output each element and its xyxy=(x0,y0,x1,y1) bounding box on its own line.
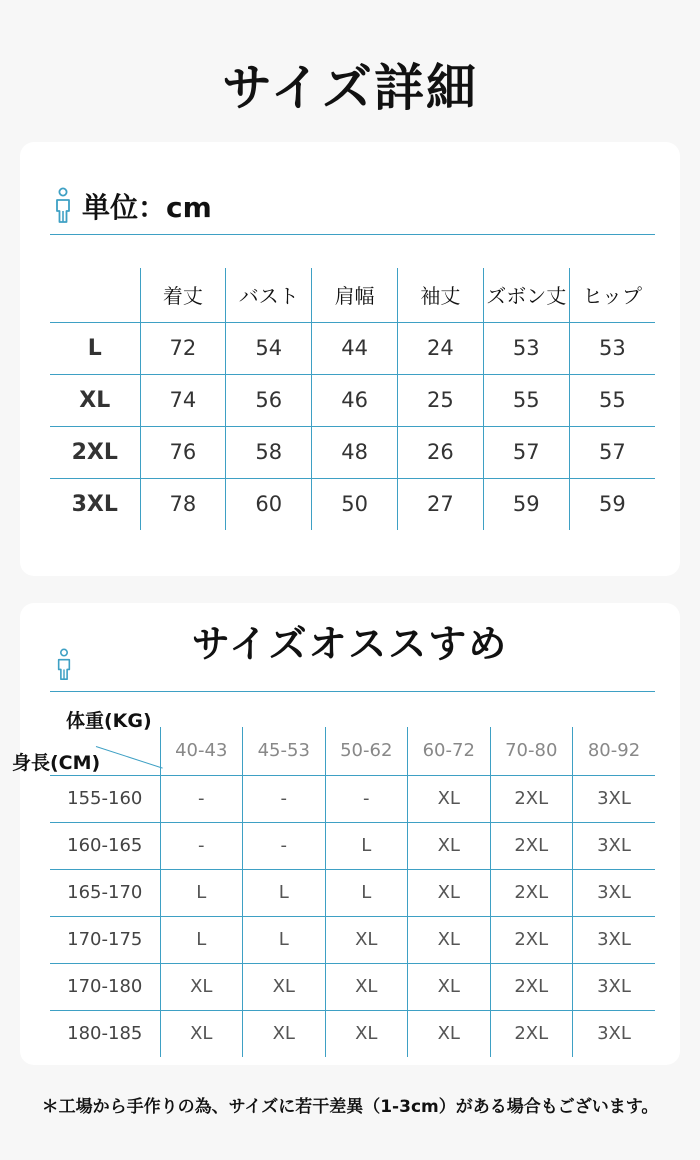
value-cell: - xyxy=(243,775,326,822)
value-cell: 2XL xyxy=(490,963,573,1010)
value-cell: L xyxy=(325,822,408,869)
value-cell: 54 xyxy=(226,322,312,374)
weight-header-row xyxy=(50,727,655,775)
row-label-cell: 165-170 xyxy=(50,869,160,916)
value-cell: 58 xyxy=(226,426,312,478)
size-header-row xyxy=(50,268,655,322)
row-label-cell: 2XL xyxy=(50,426,140,478)
value-cell: - xyxy=(243,822,326,869)
value-cell: 57 xyxy=(569,426,655,478)
person-icon xyxy=(54,187,72,225)
recommend-title: サイズオススすめ xyxy=(191,622,509,666)
page-title: サイズ詳細 xyxy=(222,59,478,117)
unit-label: 単位：cm xyxy=(82,191,212,224)
value-cell: 3XL xyxy=(573,775,656,822)
header-cell: バスト xyxy=(226,268,312,322)
value-cell: 59 xyxy=(483,478,569,530)
size-row xyxy=(50,374,655,426)
row-label-cell: XL xyxy=(50,374,140,426)
value-cell: 72 xyxy=(140,322,226,374)
row-label-cell: L xyxy=(50,322,140,374)
recommend-row xyxy=(50,916,655,963)
value-cell: 2XL xyxy=(490,869,573,916)
weight-cell: 50-62 xyxy=(325,727,408,775)
value-cell: 53 xyxy=(483,322,569,374)
value-cell: XL xyxy=(408,869,491,916)
row-label-cell: 155-160 xyxy=(50,775,160,822)
value-cell: XL xyxy=(408,916,491,963)
value-cell: 2XL xyxy=(490,822,573,869)
value-cell: XL xyxy=(408,1010,491,1057)
value-cell: 74 xyxy=(140,374,226,426)
value-cell: 46 xyxy=(312,374,398,426)
value-cell: L xyxy=(160,916,243,963)
value-cell: 44 xyxy=(312,322,398,374)
row-label-cell: 170-180 xyxy=(50,963,160,1010)
divider xyxy=(50,691,655,692)
row-label-cell: 170-175 xyxy=(50,916,160,963)
header-cell xyxy=(50,268,140,322)
weight-axis-label: 体重(KG) xyxy=(66,710,152,732)
row-label-cell: 180-185 xyxy=(50,1010,160,1057)
value-cell: XL xyxy=(408,963,491,1010)
unit-row xyxy=(54,186,212,226)
value-cell: 3XL xyxy=(573,916,656,963)
value-cell: XL xyxy=(325,963,408,1010)
row-label-cell: 3XL xyxy=(50,478,140,530)
value-cell: 27 xyxy=(397,478,483,530)
value-cell: 3XL xyxy=(573,963,656,1010)
value-cell: 24 xyxy=(397,322,483,374)
value-cell: 55 xyxy=(483,374,569,426)
weight-cell: 40-43 xyxy=(160,727,243,775)
size-row xyxy=(50,322,655,374)
value-cell: - xyxy=(160,775,243,822)
value-cell: 60 xyxy=(226,478,312,530)
value-cell: 2XL xyxy=(490,916,573,963)
header-cell: 袖丈 xyxy=(397,268,483,322)
value-cell: L xyxy=(243,869,326,916)
size-detail-card xyxy=(20,142,680,576)
header-cell: 着丈 xyxy=(140,268,226,322)
recommend-row xyxy=(50,963,655,1010)
value-cell: XL xyxy=(325,1010,408,1057)
value-cell: 3XL xyxy=(573,869,656,916)
value-cell: 2XL xyxy=(490,775,573,822)
value-cell: XL xyxy=(408,822,491,869)
divider xyxy=(50,234,655,235)
footnote: ＊工場から手作りの為、サイズに若干差異（1-3cm）がある場合もございます。 xyxy=(41,1097,659,1117)
recommend-row xyxy=(50,822,655,869)
height-axis-label: 身長(CM) xyxy=(12,752,101,774)
recommend-table xyxy=(50,727,655,1057)
value-cell: - xyxy=(160,822,243,869)
value-cell: 3XL xyxy=(573,822,656,869)
value-cell: 3XL xyxy=(573,1010,656,1057)
value-cell: XL xyxy=(243,1010,326,1057)
value-cell: XL xyxy=(160,963,243,1010)
header-cell: 肩幅 xyxy=(312,268,398,322)
recommend-row xyxy=(50,1010,655,1057)
row-label-cell: 160-165 xyxy=(50,822,160,869)
value-cell: L xyxy=(325,869,408,916)
recommend-row xyxy=(50,869,655,916)
value-cell: 59 xyxy=(569,478,655,530)
value-cell: 48 xyxy=(312,426,398,478)
value-cell: L xyxy=(243,916,326,963)
value-cell: 56 xyxy=(226,374,312,426)
header-cell: ヒップ xyxy=(569,268,655,322)
value-cell: XL xyxy=(408,775,491,822)
value-cell: 55 xyxy=(569,374,655,426)
value-cell: 53 xyxy=(569,322,655,374)
header-cell: ズボン丈 xyxy=(483,268,569,322)
weight-cell: 70-80 xyxy=(490,727,573,775)
value-cell: 2XL xyxy=(490,1010,573,1057)
value-cell: 26 xyxy=(397,426,483,478)
weight-cell: 80-92 xyxy=(573,727,656,775)
value-cell: 50 xyxy=(312,478,398,530)
value-cell: 25 xyxy=(397,374,483,426)
value-cell: XL xyxy=(243,963,326,1010)
weight-cell: 60-72 xyxy=(408,727,491,775)
value-cell: 76 xyxy=(140,426,226,478)
weight-cell: 45-53 xyxy=(243,727,326,775)
size-table xyxy=(50,268,655,530)
value-cell: XL xyxy=(160,1010,243,1057)
value-cell: 57 xyxy=(483,426,569,478)
recommend-row xyxy=(50,775,655,822)
value-cell: 78 xyxy=(140,478,226,530)
size-row xyxy=(50,478,655,530)
value-cell: XL xyxy=(325,916,408,963)
value-cell: L xyxy=(160,869,243,916)
recommend-card xyxy=(20,603,680,1065)
value-cell: - xyxy=(325,775,408,822)
person-icon xyxy=(56,647,72,683)
size-row xyxy=(50,426,655,478)
